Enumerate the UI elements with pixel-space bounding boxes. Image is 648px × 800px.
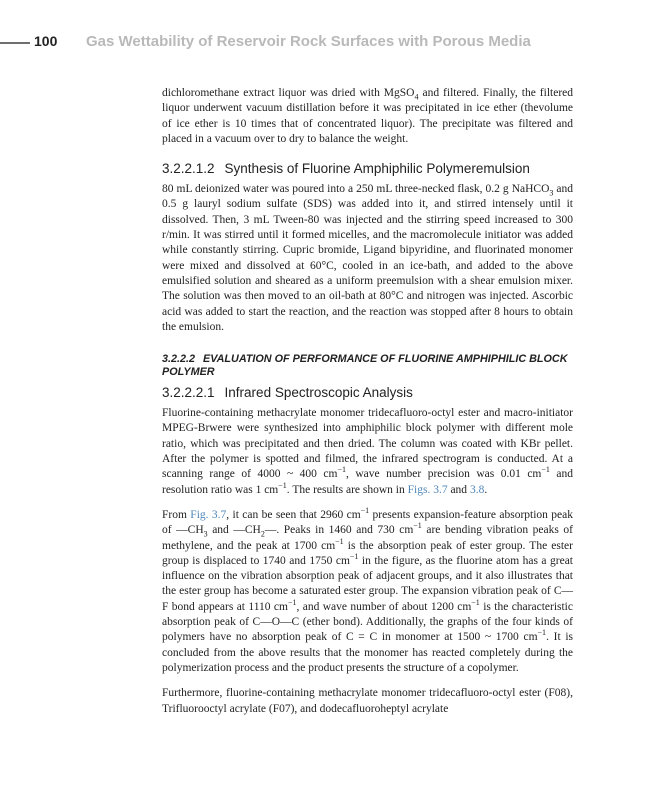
header-rule <box>0 42 30 44</box>
paragraph: 80 mL deionized water was poured into a 250 mL three-necked flask, 0.2 g NaHCO$_3$ and 0.5 g lauryl sodium sulfate (SDS) was added into it, and stirred intensely until it dissolved. Then, 3 mL Tween-80 was injected and the stirring speed increased to 300 r/min. It was stirred until it formed micelles, and the macromolecule initiator was added while constantly stirring. Cupric bromide, Ligand bipyridine, and fluorinated monomer were mixed and dissolved at 60°C, cooled in an ice-bath, and added to the above emulsified solution and sheared as a uniform preemulsion with a shear emulsion mixer. The solution was then moved to an oil-bath at 80°C and nitrogen was injected. Ascorbic acid was added to start the reaction, and the reaction was stopped after 8 hours to obtain the emulsion. <box>162 183 574 333</box>
paragraph: From Fig. 3.7, it can be seen that 2960 $cm^{-1}$ presents expansion-feature absorption peak of $—CH_3$ and $—CH_2—$. Peaks in 1460 and 730 $cm^{-1}$ are bending vibration peaks of methylene, and the peak at 1700 $cm^{-1}$ is the absorption peak of ester group. The ester group is displaced to 1740 and 1750 $cm^{-1}$ in the figure, as the fluorine atom has a great influence on the vibration absorption peak of adjacent groups, and it also illustrates that the ester group has become a saturated ester group. The expansion vibration peak of C—F bond appears at 1110 $cm^{-1}$, and wave number of about 1200 $cm^{-1}$ is the characteristic absorption peak of C—O—C (ether bond). Additionally, the graphs of the four kinds of polymers have no absorption peak of C = C in monomer at 1500 ~ 1700 $cm^{-1}$. It is concluded from the above results that the monomer has reacted completely during the polymerization process and the product presents the structure of a copolymer. <box>162 506 574 674</box>
running-head-title: Gas Wettability of Reservoir Rock Surfaces with Porous Media <box>86 33 531 50</box>
section-heading-3-2-2-1-2: 3.2.2.1.2 Synthesis of Fluorine Amphiphilic Polymeremulsion <box>162 161 530 177</box>
page-number: 100 <box>34 33 58 49</box>
paragraph: dichloromethane extract liquor was dried with MgSO$_4$ and filtered. Finally, the filtered liquor underwent vacuum distillation before it was precipitated in ice ether (thevolume of ice ether is 10 times that of concentrated liquor). The precipitate was filtered and placed in a vacuum over to dry to balance the weight. <box>162 87 573 145</box>
paragraph: Fluorine-containing methacrylate monomer tridecafluoro-octyl ester and macro-initiator MPEG-Brwere were synthesized into amphiphilic block polymer with different mole ratio, which was precipitated and then dried. The column was coated with KBr pellet. After the polymer is spotted and filmed, the infrared spectrogram is conducted. At a scanning range of 4000 ~ 400 $cm^{-1}$, wave number precision was 0.01 $cm^{-1}$ and resolution ratio was 1 $cm^{-1}$. The results are shown in Figs. 3.7 and 3.8. <box>162 407 573 496</box>
section-heading-3-2-2-2: 3.2.2.2 EVALUATION OF PERFORMANCE OF FLUORINE AMPHIPHILIC BLOCK POLYMER <box>162 353 568 379</box>
figure-link-3-7[interactable]: Figs. 3.7 <box>407 483 448 496</box>
figure-link-3-8[interactable]: 3.8 <box>469 483 485 496</box>
page-body <box>162 86 573 717</box>
figure-link-3-7[interactable]: Fig. 3.7 <box>190 508 227 521</box>
paragraph: Furthermore, fluorine-containing methacrylate monomer tridecafluoro-octyl ester (F08), Trifluorooctyl acrylate (F07), and dodecafluoroheptyl acrylate <box>162 687 573 715</box>
section-heading-3-2-2-2-1: 3.2.2.2.1 Infrared Spectroscopic Analysis <box>162 385 413 401</box>
